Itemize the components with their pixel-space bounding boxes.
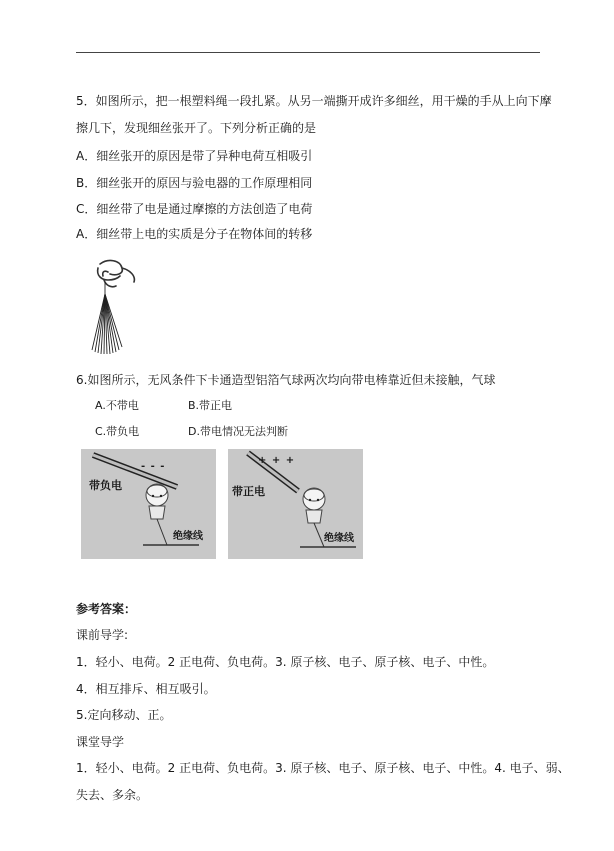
right-fig-string-label: 绝缘线 [324, 533, 354, 544]
q5-option-d: A．细丝带上电的实质是分子在物体间的转移 [76, 227, 313, 241]
header-rule [76, 52, 540, 53]
q5-stem-line1: 5．如图所示，把一根塑料绳一段扎紧。从另一端撕开成许多细丝，用干燥的手从上向下摩 [76, 94, 552, 108]
pre-class-answer-2: 4．相互排斥、相互吸引。 [76, 682, 216, 696]
left-fig-label: 带负电 [89, 479, 122, 492]
q5-option-c: C．细丝带了电是通过摩擦的方法创造了电荷 [76, 202, 313, 216]
in-class-title: 课堂导学 [76, 735, 125, 749]
pre-class-title: 课前导学: [76, 628, 129, 642]
q6-option-c: C.带负电 [95, 425, 140, 438]
right-fig-label: 带正电 [232, 485, 265, 498]
balloon-negative-rod-figure [81, 449, 216, 559]
in-class-answer-line1: 1．轻小、电荷。2 正电荷、负电荷。3. 原子核、电子、原子核、电子、中性。4. 电子、弱、 [76, 761, 570, 775]
q6-option-a: A.不带电 [95, 399, 139, 412]
in-class-answer-line2: 失去、多余。 [76, 788, 149, 802]
left-fig-string-label: 绝缘线 [173, 531, 203, 542]
balloon-positive-rod-figure [228, 449, 363, 559]
q6-stem: 6.如图所示，无风条件下卡通造型铝箔气球两次均向带电棒靠近但未接触，气球 [76, 373, 496, 387]
q5-option-b: B．细丝张开的原因与验电器的工作原理相同 [76, 176, 313, 190]
pre-class-answer-3: 5.定向移动、正。 [76, 708, 172, 722]
q6-option-d: D.带电情况无法判断 [188, 425, 288, 438]
right-fig-charges: + + + [258, 455, 296, 466]
q5-option-a: A．细丝张开的原因是带了异种电荷互相吸引 [76, 149, 313, 163]
q5-stem-line2: 擦几下，发现细丝张开了。下列分析正确的是 [76, 121, 317, 135]
pre-class-answer-1: 1．轻小、电荷。2 正电荷、负电荷。3. 原子核、电子、原子核、电子、中性。 [76, 655, 495, 669]
hand-with-strands-figure [78, 250, 148, 358]
answers-heading: 参考答案： [76, 602, 137, 616]
q6-option-b: B.带正电 [188, 399, 233, 412]
left-fig-charges: - - - [141, 461, 166, 472]
